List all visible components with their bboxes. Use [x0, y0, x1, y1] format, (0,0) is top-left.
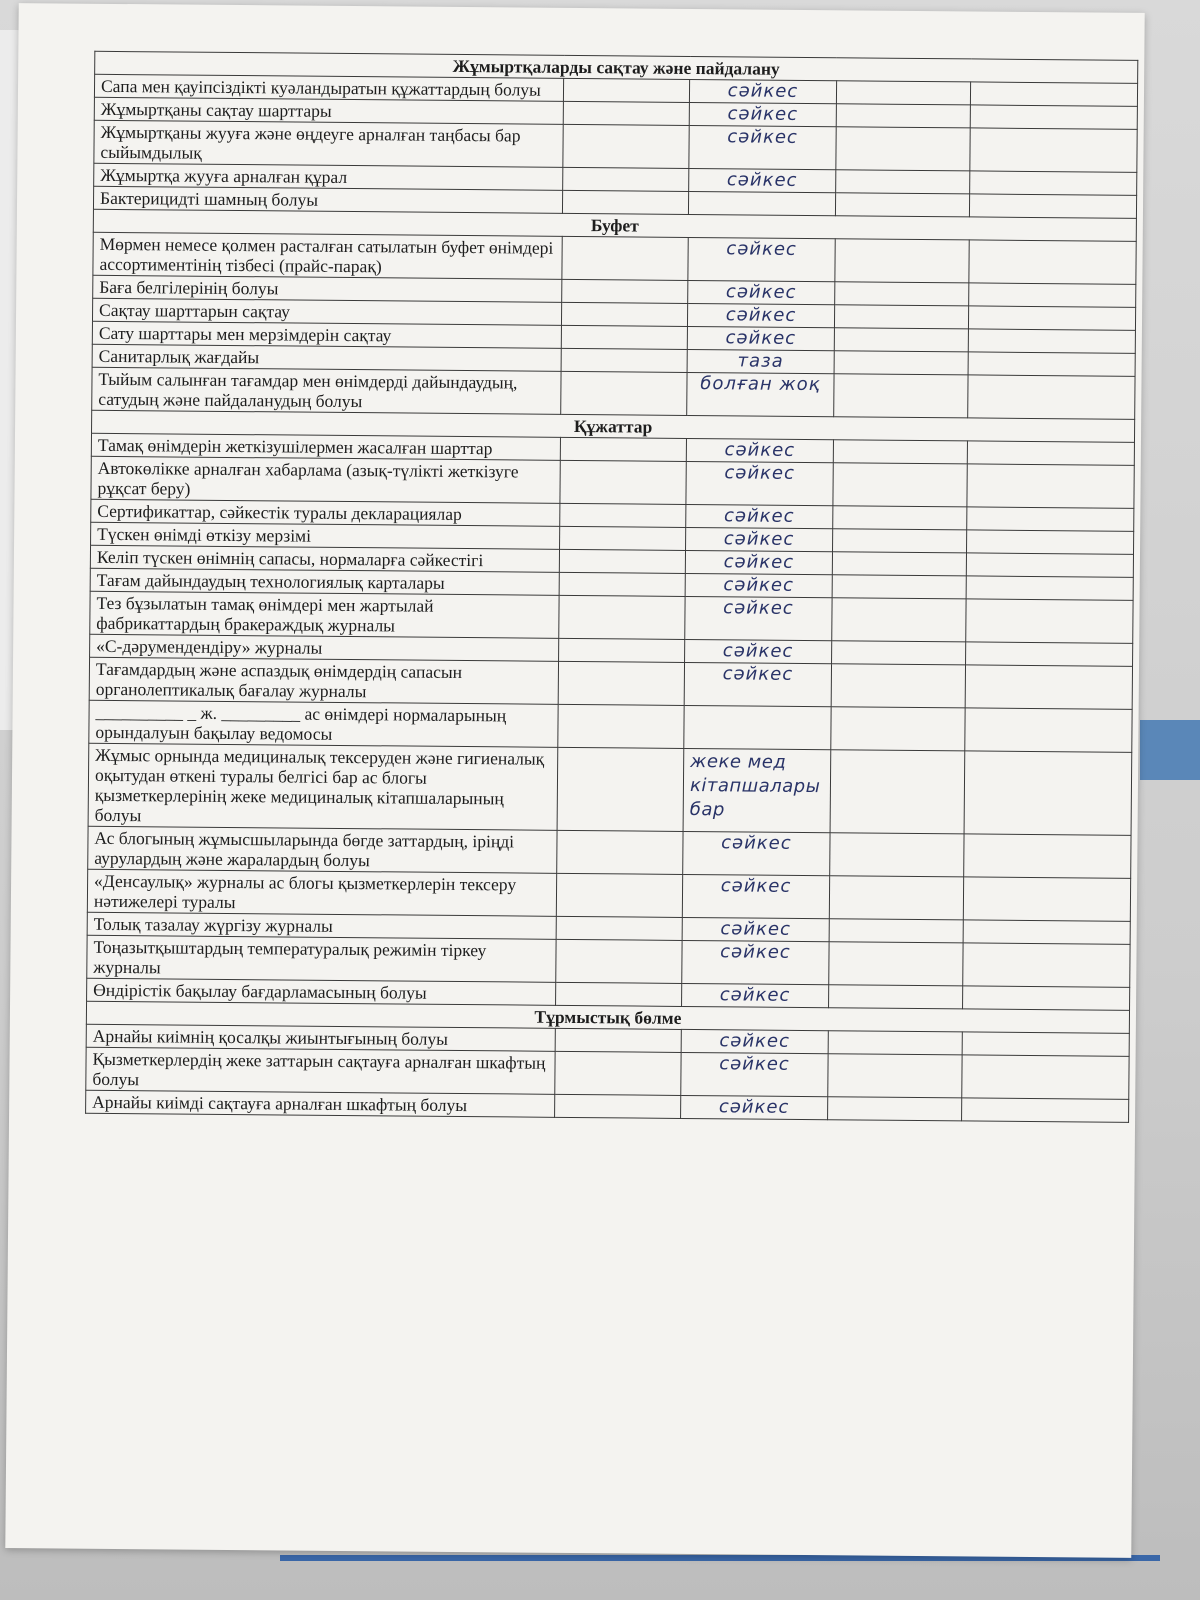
empty-cell [832, 552, 966, 576]
assessment-cell [686, 504, 833, 528]
criterion-label: «Денсаулық» журналы ас блогы қызметкерлерін тексеру нәтижелері туралы [87, 869, 556, 916]
handwritten-mark: сәйкес [719, 984, 791, 1006]
empty-cell [966, 642, 1133, 666]
empty-cell [562, 302, 688, 326]
handwritten-mark: сәйкес [727, 126, 798, 148]
assessment-cell [682, 983, 829, 1007]
empty-cell [559, 572, 685, 596]
criterion-label: Келіп түскен өнімнің сапасы, нормаларға сәйкестігі [90, 545, 559, 572]
empty-cell [834, 328, 968, 352]
criterion-label: Ас блогының жұмысшыларында бөгде заттардың, іріңді аурулардың және жаралардың болуы [88, 826, 557, 873]
criterion-label: Сату шарттары мен мерзімдерін сақтау [92, 321, 561, 348]
criterion-label: Арнайы киімді сақтауға арналған шкафтың болуы [86, 1090, 555, 1117]
criterion-label: Санитарлық жағдайы [92, 344, 561, 371]
empty-cell [968, 306, 1135, 330]
empty-cell [829, 942, 964, 986]
handwritten-mark: сәйкес [723, 551, 795, 573]
assessment-cell [685, 639, 832, 663]
handwritten-mark [695, 193, 829, 194]
empty-cell [556, 916, 682, 940]
empty-cell [835, 239, 970, 283]
empty-cell [557, 747, 684, 831]
criterion-label: Автокөлікке арналған хабарлама (азық-түлікті жеткізуге рұқсат беру) [91, 456, 560, 503]
section-title: Жұмыртқаларды сақтау және пайдалану [95, 51, 1138, 83]
empty-cell [836, 104, 970, 128]
assessment-cell [682, 917, 829, 941]
assessment-cell [686, 461, 833, 505]
empty-cell [833, 440, 967, 464]
handwritten-mark: жеке мед кітапшалары бар [689, 751, 821, 821]
empty-cell [963, 986, 1130, 1010]
criterion-label: Жұмыртқа жууға арналған құрал [94, 163, 563, 190]
empty-cell [559, 595, 685, 639]
empty-cell [829, 876, 964, 920]
empty-cell [967, 507, 1134, 531]
criterion-label: __________ _ ж. _________ ас өнімдері нормаларының орындалуын бақылау ведомосы [89, 700, 558, 747]
empty-cell [835, 170, 969, 194]
assessment-cell [688, 237, 835, 281]
empty-cell [834, 305, 968, 329]
handwritten-mark: сәйкес [719, 1053, 790, 1075]
empty-cell [564, 78, 690, 102]
assessment-cell [681, 1029, 828, 1053]
empty-cell [834, 374, 969, 418]
criterion-label: Сапа мен қауіпсіздікті куәландыратын құжаттардың болуы [94, 74, 563, 101]
blue-folder-corner [1140, 720, 1200, 780]
empty-cell [559, 638, 685, 662]
empty-cell [836, 127, 971, 171]
empty-cell [559, 549, 685, 573]
handwritten-mark: сәйкес [724, 439, 796, 461]
empty-cell [962, 1032, 1129, 1056]
handwritten-mark: сәйкес [725, 281, 797, 303]
empty-cell [556, 982, 682, 1006]
empty-cell [555, 1028, 681, 1052]
assessment-cell [683, 748, 831, 832]
handwritten-mark: таза [737, 350, 784, 372]
criterion-label: Жұмыртқаны жууға және өңдеуге арналған таңбасы бар сыйымдылық [94, 120, 563, 167]
empty-cell [557, 830, 683, 874]
empty-cell [963, 877, 1130, 921]
empty-cell [832, 529, 966, 553]
handwritten-mark: сәйкес [723, 528, 795, 550]
empty-cell [963, 920, 1130, 944]
empty-cell [832, 598, 967, 642]
empty-cell [968, 375, 1135, 419]
empty-cell [561, 348, 687, 372]
empty-cell [835, 282, 969, 306]
handwritten-mark [691, 707, 825, 708]
handwritten-mark: сәйкес [720, 875, 792, 897]
assessment-cell [683, 831, 830, 875]
assessment-cell [687, 372, 834, 416]
handwritten-mark: сәйкес [722, 663, 794, 685]
checklist-table [85, 51, 1138, 1123]
empty-cell [962, 1055, 1129, 1099]
handwritten-mark: болған жоқ [700, 373, 821, 396]
empty-cell [831, 641, 965, 665]
criterion-label: Сертификаттар, сәйкестік туралы декларациялар [91, 499, 560, 526]
assessment-cell [689, 79, 836, 103]
handwritten-mark: сәйкес [724, 462, 795, 484]
section-title: Буфет [93, 209, 1136, 241]
handwritten-mark: сәйкес [726, 238, 797, 260]
section-title: Тұрмыстық бөлме [86, 1001, 1129, 1033]
assessment-cell [682, 874, 829, 918]
empty-cell [970, 128, 1137, 172]
assessment-cell [684, 705, 831, 749]
handwritten-mark: сәйкес [722, 640, 794, 662]
empty-cell [561, 325, 687, 349]
empty-cell [831, 707, 966, 751]
empty-cell [968, 352, 1135, 376]
empty-cell [555, 1051, 681, 1095]
empty-cell [967, 464, 1134, 508]
criterion-label: Тыйым салынған тағамдар мен өнімдерді дайындаудың, сатудың және пайдаланудың болуы [92, 367, 561, 414]
empty-cell [562, 279, 688, 303]
empty-cell [830, 833, 965, 877]
empty-cell [968, 329, 1135, 353]
empty-cell [556, 873, 682, 917]
criterion-label: Баға белгілерінің болуы [93, 275, 562, 302]
empty-cell [969, 240, 1136, 284]
criterion-label: Түскен өнімді өткізу мерзімі [91, 522, 560, 549]
assessment-cell [685, 550, 832, 574]
handwritten-mark: сәйкес [725, 327, 797, 349]
empty-cell [563, 101, 689, 125]
assessment-cell [689, 168, 836, 192]
criterion-label: Тамақ өнімдерін жеткізушілермен жасалған шарттар [91, 433, 560, 460]
empty-cell [560, 503, 686, 527]
criterion-label: Тез бұзылатын тамақ өнімдері мен жартылай фабрикаттардың бракераждық журналы [90, 591, 559, 638]
assessment-cell [689, 191, 836, 215]
empty-cell [969, 194, 1136, 218]
empty-cell [827, 1097, 961, 1121]
empty-cell [558, 661, 684, 705]
assessment-cell [685, 573, 832, 597]
handwritten-mark: сәйкес [720, 918, 792, 940]
empty-cell [828, 1054, 963, 1098]
assessment-cell [689, 102, 836, 126]
assessment-cell [684, 662, 831, 706]
handwritten-mark: сәйкес [721, 832, 792, 854]
empty-cell [964, 834, 1131, 878]
handwritten-mark: сәйкес [720, 941, 791, 963]
criterion-label: Бактерицидті шамның болуы [93, 186, 562, 213]
empty-cell [836, 81, 970, 105]
assessment-cell [685, 596, 832, 640]
empty-cell [964, 751, 1132, 835]
empty-cell [555, 1094, 681, 1118]
empty-cell [966, 553, 1133, 577]
empty-cell [832, 575, 966, 599]
empty-cell [560, 460, 686, 504]
checklist-row [88, 743, 1132, 835]
empty-cell [967, 530, 1134, 554]
criterion-label: Жұмыртқаны сақтау шарттары [94, 97, 563, 124]
empty-cell [966, 599, 1133, 643]
empty-cell [563, 124, 689, 168]
empty-cell [563, 190, 689, 214]
criterion-label: Өндірістік бақылау бағдарламасының болуы [87, 978, 556, 1005]
empty-cell [834, 351, 968, 375]
empty-cell [835, 193, 969, 217]
empty-cell [969, 283, 1136, 307]
handwritten-mark: сәйкес [727, 80, 799, 102]
empty-cell [970, 171, 1137, 195]
assessment-cell [686, 527, 833, 551]
assessment-cell [688, 303, 835, 327]
assessment-cell [687, 349, 834, 373]
handwritten-mark: сәйкес [723, 597, 794, 619]
empty-cell [828, 985, 962, 1009]
handwritten-mark: сәйкес [726, 169, 798, 191]
criterion-label: «С-дәрумендендіру» журналы [90, 634, 559, 661]
handwritten-mark: сәйкес [718, 1096, 790, 1118]
empty-cell [966, 576, 1133, 600]
inspection-form-page [5, 3, 1144, 1558]
criterion-label: Тағам дайындаудың технологиялық карталары [90, 568, 559, 595]
empty-cell [558, 704, 684, 748]
handwritten-mark: сәйкес [725, 304, 797, 326]
assessment-cell [688, 280, 835, 304]
empty-cell [965, 708, 1132, 752]
handwritten-mark: сәйкес [723, 574, 795, 596]
empty-cell [560, 526, 686, 550]
empty-cell [833, 506, 967, 530]
assessment-cell [686, 438, 833, 462]
criterion-label: Толық тазалау жүргізу журналы [87, 912, 556, 939]
criterion-label: Қызметкерлердің жеке заттарын сақтауға арналған шкафтың болуы [86, 1047, 555, 1094]
criterion-label: Сақтау шарттарын сақтау [92, 298, 561, 325]
assessment-cell [687, 326, 834, 350]
assessment-cell [689, 125, 836, 169]
empty-cell [967, 441, 1134, 465]
empty-cell [831, 664, 966, 708]
empty-cell [561, 371, 687, 415]
criterion-label: Тағамдардың және аспаздық өнімдердің сапасын органолептикалық бағалау журналы [89, 657, 558, 704]
empty-cell [963, 943, 1130, 987]
empty-cell [829, 919, 963, 943]
empty-cell [970, 82, 1137, 106]
empty-cell [962, 1098, 1129, 1122]
criterion-label: Тоңазытқыштардың температуралық режимін тіркеу журналы [87, 935, 556, 982]
assessment-cell [681, 1052, 828, 1096]
criterion-label: Жұмыс орнында медициналық тексеруден және гигиеналық оқытудан өткені туралы белгісі бар ас блогы қызметкерлерінің жеке медициналық кітапшаларының болуы [88, 743, 558, 830]
criterion-label: Мөрмен немесе қолмен расталған сатылатын буфет өнімдері ассортиментінің тізбесі (прайс-парақ) [93, 232, 562, 279]
handwritten-mark: сәйкес [727, 103, 799, 125]
empty-cell [828, 1031, 962, 1055]
empty-cell [965, 665, 1132, 709]
empty-cell [560, 437, 686, 461]
empty-cell [556, 939, 682, 983]
empty-cell [562, 236, 688, 280]
section-title: Құжаттар [92, 410, 1135, 442]
empty-cell [830, 750, 965, 834]
empty-cell [833, 463, 968, 507]
assessment-cell [681, 1095, 828, 1119]
criterion-label: Арнайы киімнің қосалқы жиынтығының болуы [86, 1024, 555, 1051]
handwritten-mark: сәйкес [719, 1030, 791, 1052]
empty-cell [563, 167, 689, 191]
handwritten-mark: сәйкес [723, 505, 795, 527]
empty-cell [970, 105, 1137, 129]
assessment-cell [682, 940, 829, 984]
